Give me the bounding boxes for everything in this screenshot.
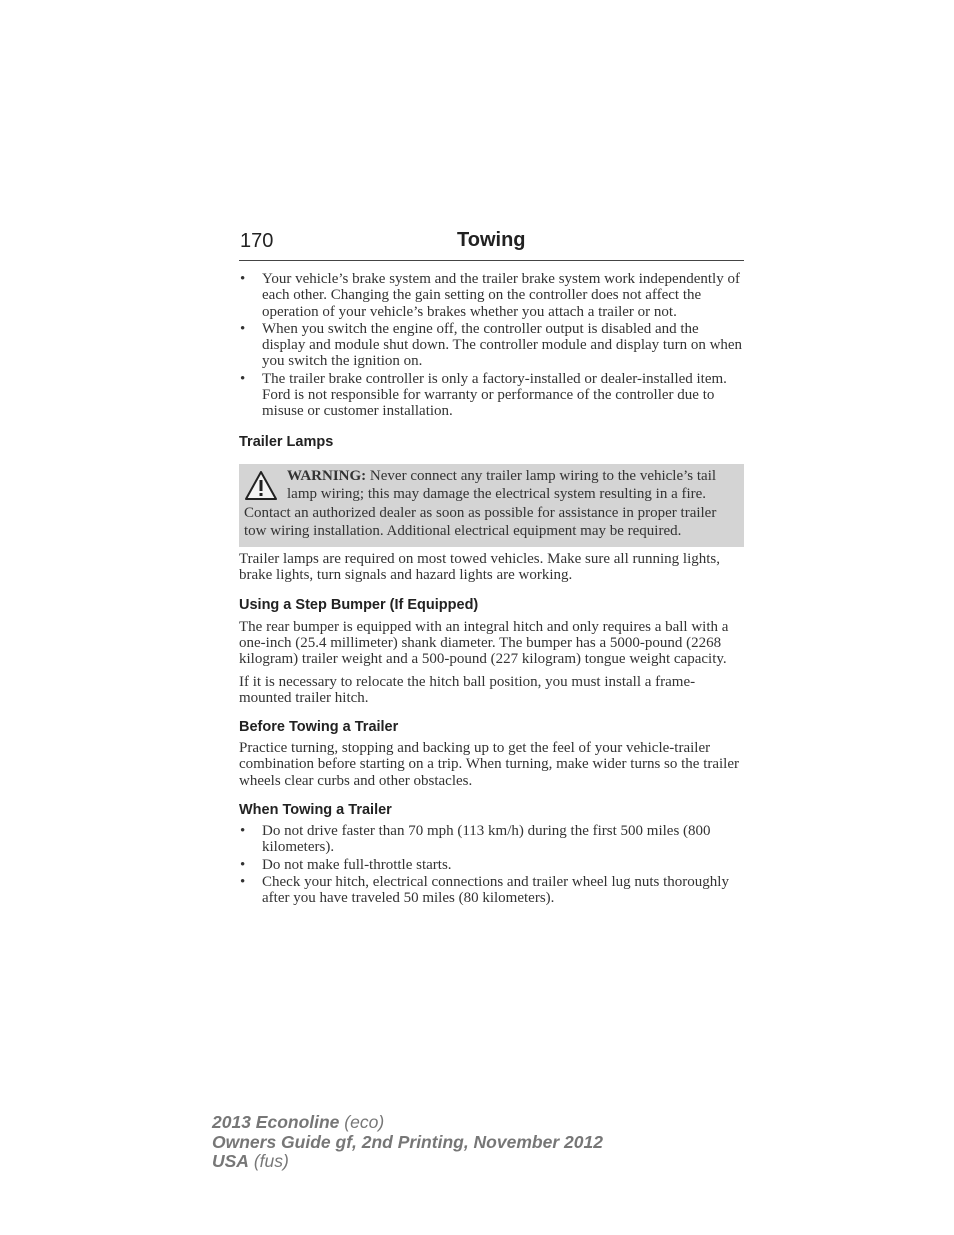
section-heading-when-towing: When Towing a Trailer — [239, 802, 392, 819]
step-bumper-paragraph-2: If it is necessary to relocate the hitch ball position, you must install a frame-mounted trailer hitch. — [239, 673, 696, 706]
list-item: • Check your hitch, electrical connections and trailer wheel lug nuts thoroughly after you have traveled 50 miles (80 kilometers). — [239, 874, 744, 907]
footer-guide-line: Owners Guide gf, 2nd Printing, November 2012 — [212, 1131, 603, 1152]
list-item: • Your vehicle’s brake system and the trailer brake system work independently of each other. Changing the gain setting on the controller does not affect the operation of your vehicle’s brakes whether you attach a trailer or not. — [239, 271, 744, 320]
section-heading-step-bumper: Using a Step Bumper (If Equipped) — [239, 596, 479, 613]
section-heading-trailer-lamps: Trailer Lamps — [239, 433, 334, 450]
before-towing-paragraph: Practice turning, stopping and backing up to get the feel of your vehicle-trailer combination before starting on a trip. When turning, make wider turns so the trailer wheels clear curbs and other obstacles. — [239, 740, 740, 789]
footer-model: 2013 Econoline — [212, 1112, 340, 1132]
trailer-lamps-paragraph: Trailer lamps are required on most towed vehicles. Make sure all running lights, brake lights, turn signals and hazard lights are working. — [239, 551, 721, 584]
manual-page — [239, 226, 744, 907]
section-heading-before-towing: Before Towing a Trailer — [239, 719, 399, 736]
list-item: • Do not make full-throttle starts. — [239, 857, 744, 873]
warning-triangle-icon — [244, 470, 278, 502]
intro-bullet-list — [239, 271, 744, 420]
footer-market-line — [212, 1152, 603, 1172]
warning-label: WARNING: — [287, 467, 367, 484]
footer-market-code: (fus) — [248, 1151, 289, 1171]
page-number: 170 — [240, 230, 274, 252]
footer-market: USA — [212, 1151, 249, 1171]
warning-text: Never connect any trailer lamp wiring to the vehicle’s tail lamp wiring; this may damage the electrical system resulting in a fire. Contact an authorized dealer as soon as possible for assistance in proper trailer tow wiring installation. Additional electrical equipment may be required. — [244, 467, 717, 540]
warning-box — [239, 464, 744, 547]
footer-model-code: (eco) — [339, 1112, 385, 1132]
page-footer — [212, 1113, 603, 1172]
when-towing-bullet-list — [239, 823, 744, 906]
list-item: • Do not drive faster than 70 mph (113 km/h) during the first 500 miles (800 kilometers). — [239, 823, 744, 856]
page-header — [239, 226, 744, 261]
page-title: Towing — [457, 229, 526, 251]
footer-model-line — [212, 1113, 603, 1133]
step-bumper-paragraph-1: The rear bumper is equipped with an integral hitch and only requires a ball with a one-inch (25.4 millimeter) shank diameter. The bumper has a 5000-pound (2268 kilogram) trailer weight and a 500-pound (227 kilogram) tongue weight capacity. — [239, 618, 729, 668]
list-item: • The trailer brake controller is only a factory-installed or dealer-installed item. Ford is not responsible for warranty or performance of the controller due to misuse or customer installation. — [239, 371, 744, 420]
list-item: • When you switch the engine off, the controller output is disabled and the display and module shut down. The controller module and display turn on when you switch the ignition on. — [239, 321, 744, 370]
